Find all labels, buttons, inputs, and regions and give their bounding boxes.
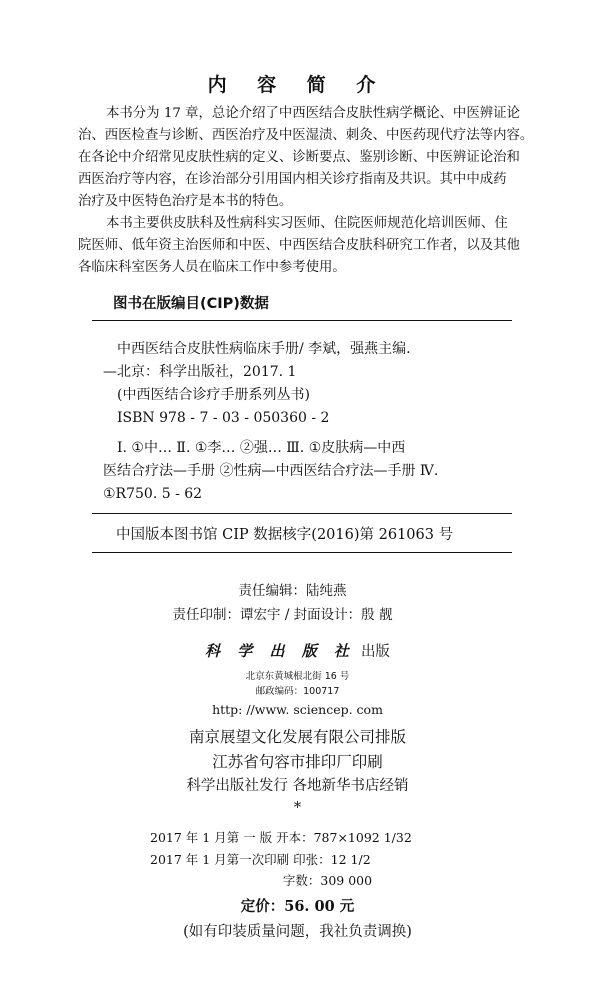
word-count: 字数：309 000 [282, 873, 373, 888]
credits-production [0, 603, 595, 623]
printing-design-credit: 责任印制：谭宏宇 / 封面设计：殷 靓 [172, 607, 393, 623]
summary-paragraph-1 [78, 103, 534, 213]
summary-line: 西医治疗等内容，在诊治部分引用国内相关诊疗指南及共识。其中中成药 [78, 172, 507, 187]
publisher-line [0, 640, 595, 661]
summary-line: 在各论中介绍常见皮肤性病的定义、诊断要点、鉴别诊断、中医辨证论治和 [78, 150, 520, 165]
summary-paragraph-2 [78, 213, 528, 279]
printing-spec: 2017 年 1 月第一次印刷 印张：12 1/2 [150, 852, 371, 867]
summary-title: 内 容 简 介 [207, 74, 388, 96]
summary-line: 治、西医检查与诊断、西医治疗及中医湿渍、刺灸、中医药现代疗法等内容。 [78, 128, 534, 143]
cip-classification [103, 437, 438, 506]
quality-notice: (如有印装质量问题，我社负责调换) [183, 924, 412, 940]
printer-line: 江苏省句容市排印厂印刷 [212, 753, 383, 771]
cip-middle-rule [92, 513, 512, 514]
summary-line: 各临床科室医务人员在临床工作中参考使用。 [78, 260, 346, 275]
summary-line: 院医师、低年资主治医师和中医、中西医结合皮肤科研究工作者，以及其他 [78, 238, 520, 253]
publisher-url: http: //www. sciencep. com [212, 702, 383, 717]
publisher-name: 科 学 出 版 社 [205, 642, 355, 660]
edition-spec: 2017 年 1 月第 一 版 开本：787×1092 1/32 [150, 830, 412, 845]
cip-line: ISBN 978 - 7 - 03 - 050360 - 2 [117, 410, 330, 426]
publisher-address: 北京东黄城根北街 16 号 [245, 671, 350, 682]
cip-record [103, 338, 411, 430]
publisher-postcode: 邮政编码：100717 [255, 686, 340, 697]
cip-line: —北京：科学出版社，2017. 1 [103, 364, 297, 380]
separator-asterisk: * [293, 800, 302, 816]
cip-bottom-rule [92, 552, 512, 553]
cip-line: 医结合疗法—手册 ②性病—中西医结合疗法—手册 Ⅳ. [103, 463, 439, 479]
credits-editor [0, 579, 595, 599]
cip-data-number: 中国版本图书馆 CIP 数据核字(2016)第 261063 号 [116, 527, 454, 543]
cip-header: 图书在版编目(CIP)数据 [113, 296, 269, 312]
cip-top-rule [92, 320, 512, 321]
editor-credit: 责任编辑：陆纯燕 [238, 583, 347, 599]
summary-line: 本书主要供皮肤科及性病科实习医师、住院医师规范化培训医师、住 [106, 216, 508, 231]
summary-line: 治疗及中医特色治疗是本书的特色。 [78, 194, 293, 209]
distribution-line: 科学出版社发行 各地新华书店经销 [186, 778, 409, 794]
cip-line: Ⅰ. ①中… Ⅱ. ①李… ②强… Ⅲ. ①皮肤病—中西 [117, 440, 406, 456]
cip-line: 中西医结合皮肤性病临床手册/ 李斌，强燕主编. [117, 341, 411, 357]
cip-line: ①R750. 5 - 62 [103, 486, 203, 502]
summary-line: 本书分为 17 章，总论介绍了中西医结合皮肤性病学概论、中医辨证论 [106, 106, 520, 121]
publisher-suffix: 出版 [360, 644, 390, 660]
cip-line: (中西医结合诊疗手册系列丛书) [117, 387, 310, 403]
price: 定价：56. 00 元 [240, 898, 355, 915]
typesetter-line: 南京展望文化发展有限公司排版 [188, 728, 406, 746]
